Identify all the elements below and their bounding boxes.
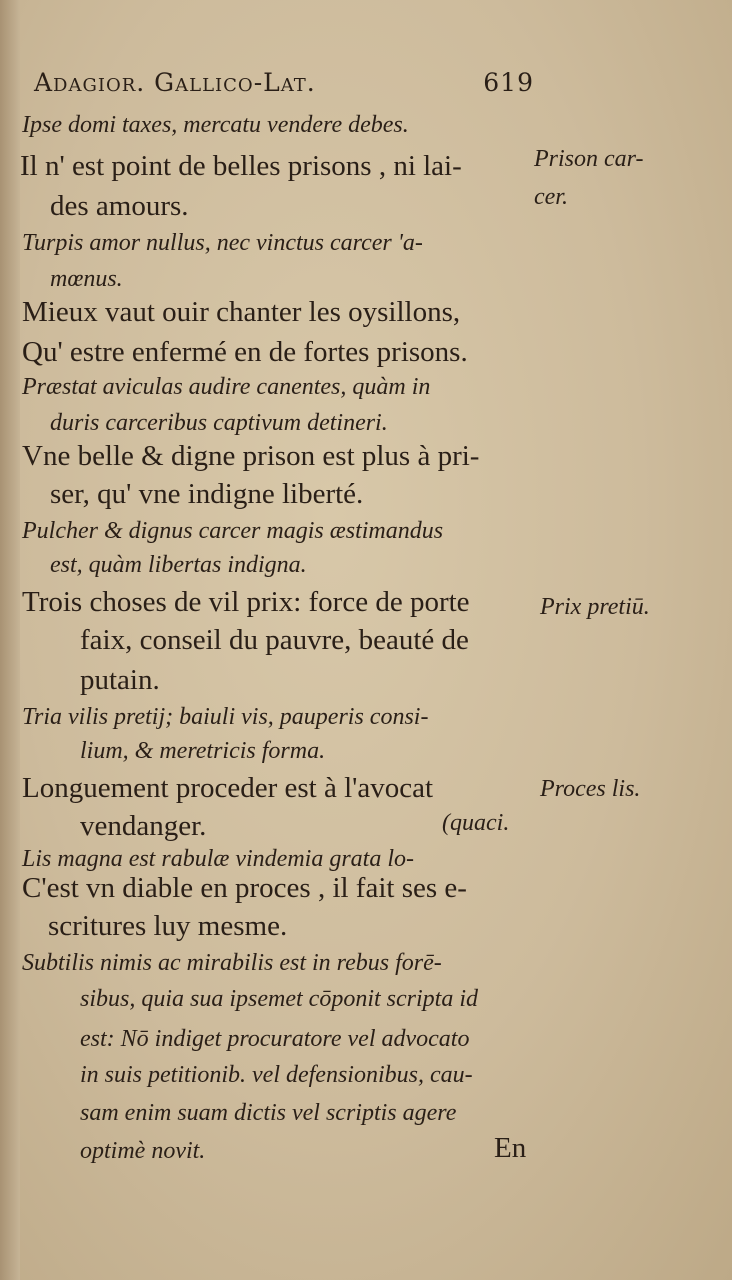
text-line: Præstat aviculas audire canentes, quàm in	[22, 374, 431, 400]
text-line: putain.	[80, 664, 160, 696]
text-line: lium, & meretricis forma.	[80, 738, 326, 764]
text-line: Il n' est point de belles prisons , ni lai-	[20, 150, 462, 182]
margin-note-prix: Prix pretiū.	[540, 594, 650, 620]
text-line: Tria vilis pretij; baiuli vis, pauperis consi-	[22, 704, 429, 730]
text-line: faix, conseil du pauvre, beauté de	[80, 624, 469, 656]
text-line: ser, qu' vne indigne liberté.	[50, 478, 364, 510]
text-line: mœnus.	[50, 266, 123, 292]
text-line: sibus, quia sua ipsemet cōponit scripta id	[80, 986, 478, 1012]
page-number: 619	[483, 68, 534, 97]
text-line: Turpis amor nullus, nec vinctus carcer 'a-	[22, 230, 423, 256]
text-line: Qu' estre enfermé en de fortes prisons.	[22, 336, 468, 368]
page-header	[34, 68, 534, 97]
catchword: En	[494, 1132, 527, 1164]
text-line: (quaci.	[442, 810, 510, 836]
text-line: Vne belle & digne prison est plus à pri-	[22, 440, 480, 472]
text-line: C'est vn diable en proces , il fait ses e-	[22, 872, 467, 904]
text-line: Longuement proceder est à l'avocat	[22, 772, 434, 804]
text-line: Subtilis nimis ac mirabilis est in rebus forē-	[22, 950, 442, 976]
margin-note-proces: Proces lis.	[540, 776, 641, 802]
text-line: sam enim suam dictis vel scriptis agere	[80, 1100, 457, 1126]
text-line: Mieux vaut ouir chanter les oysillons,	[22, 296, 461, 328]
text-line: vendanger.	[80, 810, 207, 842]
text-line: est, quàm libertas indigna.	[50, 552, 307, 578]
running-title: Adagior. Gallico-Lat.	[34, 68, 316, 97]
margin-note-prison: Prison car-	[534, 146, 644, 172]
text-line: est: Nō indiget procuratore vel advocato	[80, 1026, 470, 1052]
text-line: duris carceribus captivum detineri.	[50, 410, 388, 436]
text-line: des amours.	[50, 190, 189, 222]
text-line: Ipse domi taxes, mercatu vendere debes.	[22, 112, 409, 138]
text-line: Lis magna est rabulæ vindemia grata lo-	[22, 846, 415, 872]
margin-note-prison-cont: cer.	[534, 184, 568, 210]
text-line: Trois choses de vil prix: force de porte	[22, 586, 470, 618]
text-line: Pulcher & dignus carcer magis æstimandus	[22, 518, 444, 544]
text-line: in suis petitionib. vel defensionibus, cau-	[80, 1062, 473, 1088]
page-gutter	[0, 0, 20, 1280]
text-line: optimè novit.	[80, 1138, 206, 1164]
text-line: scritures luy mesme.	[48, 910, 288, 942]
